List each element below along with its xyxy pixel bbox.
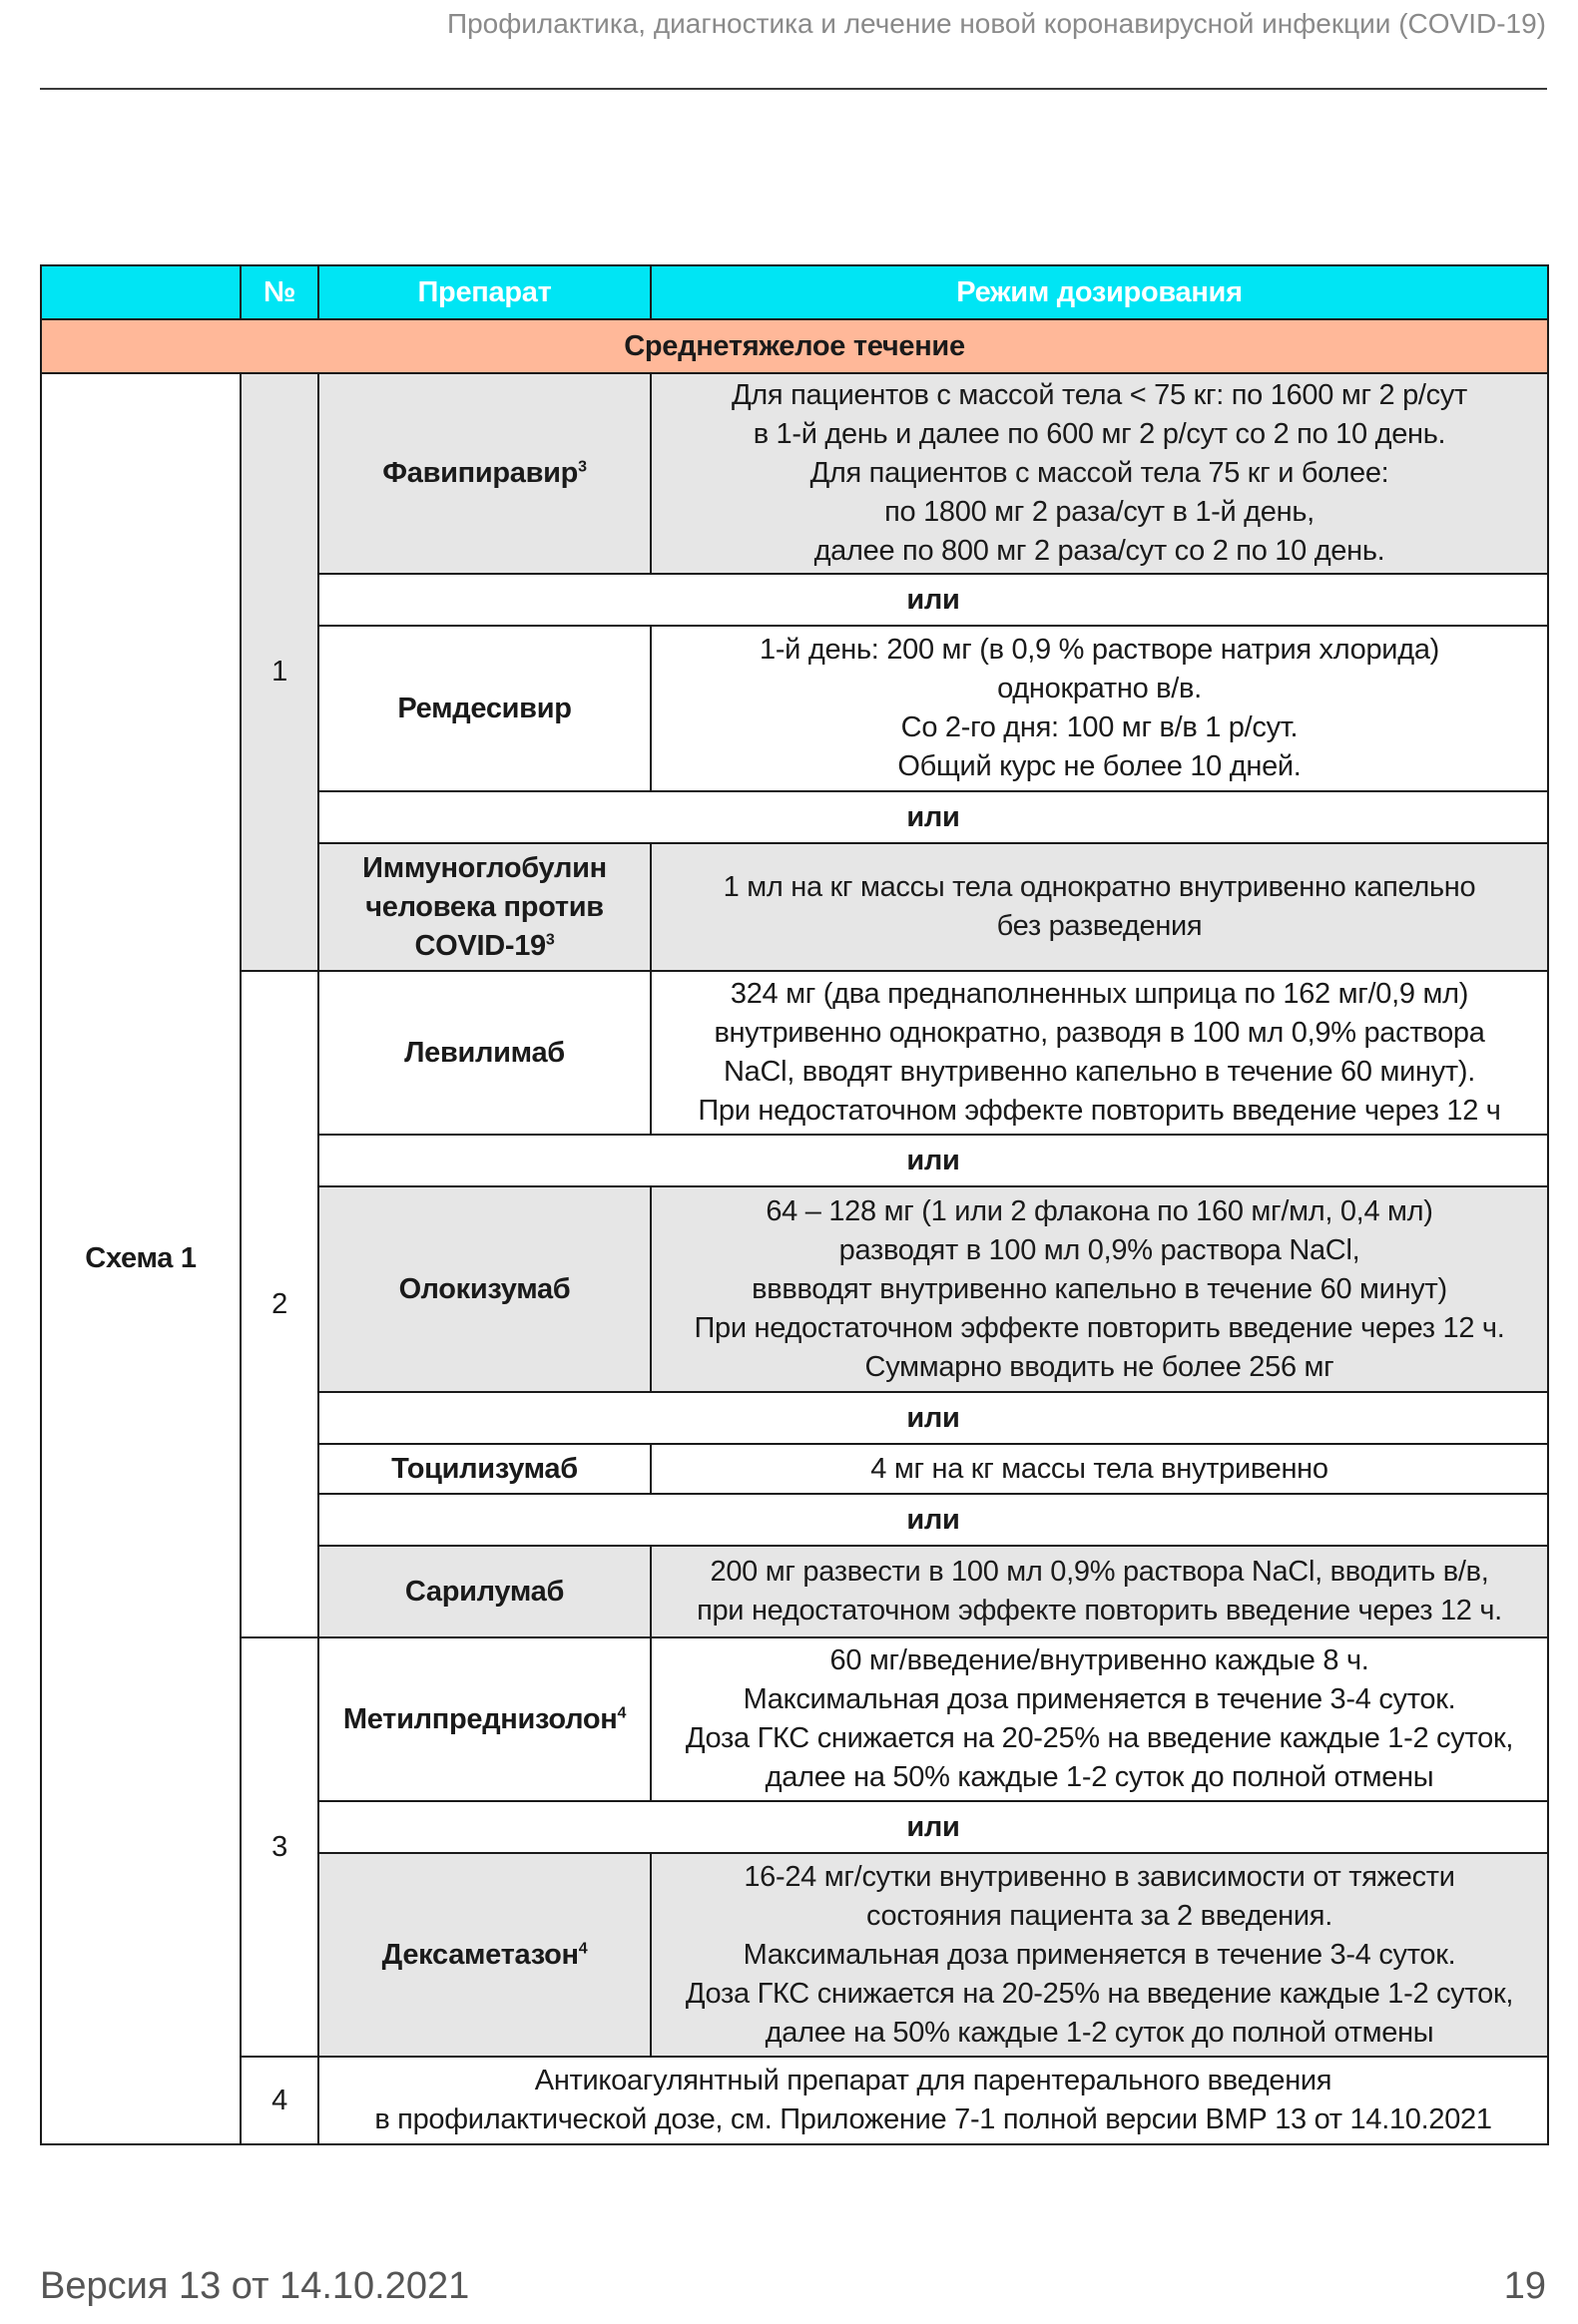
dosing-cell: 16-24 мг/сутки внутривенно в зависимости от тяжести состояния пациента за 2 введения. Максимальная доза применяется в течение 3-4 суток. Доза ГКС снижается на 20-25% на введение каждые 1-2 суток, далее на 50% каждые 1-2 суток до полной отмены bbox=[651, 1853, 1548, 2057]
dosing-cell: 4 мг на кг массы тела внутривенно bbox=[651, 1444, 1548, 1494]
or-label: или bbox=[318, 1801, 1548, 1853]
column-header-scheme bbox=[41, 265, 241, 319]
or-label: или bbox=[318, 1135, 1548, 1186]
table-header-row bbox=[41, 265, 1548, 319]
drug-name: Сарилумаб bbox=[318, 1546, 651, 1637]
scheme-label: Схема 1 bbox=[41, 373, 241, 2144]
dosing-cell: Для пациентов с массой тела < 75 кг: по 1600 мг 2 р/сут в 1-й день и далее по 600 мг 2 р/сут со 2 по 10 день. Для пациентов с массой тела 75 кг и более: по 1800 мг 2 раза/сут в 1-й день, далее по 800 мг 2 раза/сут со 2 по 10 день. bbox=[651, 373, 1548, 574]
column-header-dosing: Режим дозирования bbox=[651, 265, 1548, 319]
group-number: 1 bbox=[241, 373, 318, 971]
header-divider bbox=[40, 88, 1547, 90]
drug-name: Олокизумаб bbox=[318, 1186, 651, 1392]
dosing-cell: 64 – 128 мг (1 или 2 флакона по 160 мг/мл, 0,4 мл) разводят в 100 мл 0,9% раствора NaCl, вввводят внутривенно капельно в течение 60 минут) При недостаточном эффекте повторить введение через 12 ч. Суммарно вводить не более 256 мг bbox=[651, 1186, 1548, 1392]
table-row bbox=[41, 373, 1548, 574]
group-number: 4 bbox=[241, 2057, 318, 2144]
anticoagulant-cell: Антикоагулянтный препарат для парентерального введения в профилактической дозе, см. Приложение 7-1 полной версии ВМР 13 от 14.10.2021 bbox=[318, 2057, 1548, 2144]
or-label: или bbox=[318, 791, 1548, 843]
table-row bbox=[41, 2057, 1548, 2144]
table-row bbox=[41, 1637, 1548, 1801]
severity-label: Среднетяжелое течение bbox=[41, 319, 1548, 373]
dosing-cell: 1-й день: 200 мг (в 0,9 % растворе натрия хлорида) однократно в/в. Со 2-го дня: 100 мг в/в 1 р/сут. Общий курс не более 10 дней. bbox=[651, 626, 1548, 791]
column-header-number: № bbox=[241, 265, 318, 319]
drug-name: Тоцилизумаб bbox=[318, 1444, 651, 1494]
treatment-table bbox=[40, 264, 1549, 2145]
dosing-cell: 1 мл на кг массы тела однократно внутривенно капельно без разведения bbox=[651, 843, 1548, 971]
or-label: или bbox=[318, 1494, 1548, 1546]
drug-name: Фавипиравир$^3$ bbox=[318, 373, 651, 574]
drug-name: Левилимаб bbox=[318, 971, 651, 1135]
or-label: или bbox=[318, 574, 1548, 626]
drug-name: Иммуноглобулин человека против COVID-$19^3$ bbox=[318, 843, 651, 971]
version-label: Версия 13 от 14.10.2021 bbox=[40, 2265, 470, 2307]
dosing-cell: 324 мг (два преднаполненных шприца по 162 мг/0,9 мл) внутривенно однократно, разводя в 100 мл 0,9% раствора NaCl, вводят внутривенно капельно в течение 60 минут). При недостаточном эффекте повторить введение через 12 ч bbox=[651, 971, 1548, 1135]
page-number: 19 bbox=[1503, 2265, 1546, 2307]
dosing-cell: 60 мг/введение/внутривенно каждые 8 ч. Максимальная доза применяется в течение 3-4 суток. Доза ГКС снижается на 20-25% на введение каждые 1-2 суток, далее на 50% каждые 1-2 суток до полной отмены bbox=[651, 1637, 1548, 1801]
dosing-cell: 200 мг развести в 100 мл 0,9% раствора NaCl, вводить в/в, при недостаточном эффекте повторить введение через 12 ч. bbox=[651, 1546, 1548, 1637]
drug-name: Дексаметазон$^4$ bbox=[318, 1853, 651, 2057]
drug-name: Ремдесивир bbox=[318, 626, 651, 791]
drug-name: Метилпреднизолон$^4$ bbox=[318, 1637, 651, 1801]
severity-row bbox=[41, 319, 1548, 373]
running-header: Профилактика, диагностика и лечение новой коронавирусной инфекции (COVID-19) bbox=[446, 8, 1546, 39]
group-number: 3 bbox=[241, 1637, 318, 2057]
table-row bbox=[41, 971, 1548, 1135]
group-number: 2 bbox=[241, 971, 318, 1637]
column-header-drug: Препарат bbox=[318, 265, 651, 319]
or-label: или bbox=[318, 1392, 1548, 1444]
